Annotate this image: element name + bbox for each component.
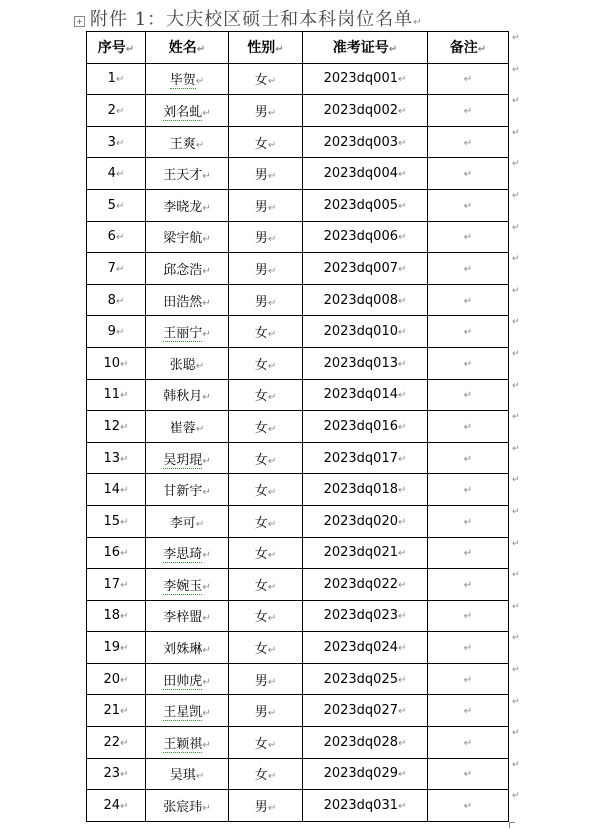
- table-move-handle-icon[interactable]: +: [74, 16, 85, 27]
- cell-name: 王颖祺↵: [146, 727, 229, 759]
- cell-exam-no: 2023dq023↵: [303, 600, 428, 632]
- cell-no: 9↵: [87, 316, 146, 348]
- table-row: [87, 474, 509, 506]
- cell-exam-no: 2023dq003↵: [303, 126, 428, 158]
- cell-sex: 女↵: [229, 569, 303, 601]
- cell-name: 李思琦↵: [146, 537, 229, 569]
- cell-no: 10↵: [87, 347, 146, 379]
- cell-name: 王爽↵: [146, 126, 229, 158]
- cell-remark: ↵: [428, 158, 509, 190]
- cell-remark: ↵: [428, 63, 509, 95]
- row-end-mark-icon: ↵: [512, 285, 520, 296]
- cell-remark: ↵: [428, 790, 509, 822]
- cell-sex: 女↵: [229, 727, 303, 759]
- roster-table: [86, 31, 509, 822]
- row-end-mark-icon: ↵: [512, 759, 520, 770]
- row-end-mark-icon: ↵: [512, 633, 520, 644]
- cell-no: 20↵: [87, 663, 146, 695]
- cell-no: 19↵: [87, 632, 146, 664]
- cell-remark: ↵: [428, 632, 509, 664]
- cell-name: 邱念浩↵: [146, 253, 229, 285]
- table-row: [87, 379, 509, 411]
- table-row: [87, 316, 509, 348]
- row-end-mark-icon: ↵: [512, 349, 520, 359]
- cell-exam-no: 2023dq010↵: [303, 316, 428, 348]
- cell-name: 王丽宁↵: [146, 316, 229, 348]
- cell-name: 李梓盟↵: [146, 600, 229, 632]
- cell-no: 12↵: [87, 411, 146, 443]
- row-end-mark-icon: ↵: [512, 665, 520, 675]
- cell-remark: ↵: [428, 126, 509, 158]
- table-header-row: [87, 32, 509, 64]
- cell-exam-no: 2023dq025↵: [303, 663, 428, 695]
- cell-no: 3↵: [87, 126, 146, 158]
- cell-remark: ↵: [428, 253, 509, 285]
- cell-no: 22↵: [87, 727, 146, 759]
- cell-no: 14↵: [87, 474, 146, 506]
- cell-remark: ↵: [428, 663, 509, 695]
- row-end-mark-icon: ↵: [512, 380, 520, 391]
- cell-exam-no: 2023dq022↵: [303, 569, 428, 601]
- cell-no: 7↵: [87, 253, 146, 285]
- cell-no: 4↵: [87, 158, 146, 190]
- cell-sex: 男↵: [229, 663, 303, 695]
- cell-sex: 女↵: [229, 126, 303, 158]
- table-row: [87, 663, 509, 695]
- cell-name: 李晓龙↵: [146, 189, 229, 221]
- cell-remark: ↵: [428, 284, 509, 316]
- paragraph-mark-icon: ↵: [413, 17, 423, 28]
- cell-no: 15↵: [87, 505, 146, 537]
- cell-name: 吴琪↵: [146, 758, 229, 790]
- row-end-mark-icon: ↵: [512, 317, 520, 328]
- cell-name: 李可↵: [146, 505, 229, 537]
- cell-exam-no: 2023dq005↵: [303, 189, 428, 221]
- cell-exam-no: 2023dq006↵: [303, 221, 428, 253]
- row-end-mark-icon: ↵: [512, 96, 520, 107]
- cell-sex: 女↵: [229, 600, 303, 632]
- cell-sex: 女↵: [229, 758, 303, 790]
- cell-name: 刘名虬↵: [146, 95, 229, 127]
- cell-remark: ↵: [428, 505, 509, 537]
- cell-no: 6↵: [87, 221, 146, 253]
- header-cell-remark: 备注↵: [428, 32, 509, 64]
- table-row: [87, 411, 509, 443]
- table-row: [87, 284, 509, 316]
- cell-remark: ↵: [428, 600, 509, 632]
- cell-remark: ↵: [428, 95, 509, 127]
- cell-sex: 女↵: [229, 632, 303, 664]
- cell-name: 韩秋月↵: [146, 379, 229, 411]
- cell-sex: 男↵: [229, 253, 303, 285]
- cell-exam-no: 2023dq031↵: [303, 790, 428, 822]
- row-end-mark-icon: ↵: [512, 127, 520, 138]
- cell-remark: ↵: [428, 411, 509, 443]
- table-row: [87, 537, 509, 569]
- row-end-mark-icon: ↵: [512, 64, 520, 75]
- cell-remark: ↵: [428, 727, 509, 759]
- table-row: [87, 442, 509, 474]
- row-end-mark-icon: ↵: [512, 222, 520, 233]
- row-end-mark-icon: ↵: [512, 601, 520, 612]
- cell-exam-no: 2023dq024↵: [303, 632, 428, 664]
- cell-name: 王星凯↵: [146, 695, 229, 727]
- row-end-mark-icon: ↵: [512, 538, 520, 549]
- cell-exam-no: 2023dq016↵: [303, 411, 428, 443]
- cell-sex: 男↵: [229, 695, 303, 727]
- cell-no: 1↵: [87, 63, 146, 95]
- cell-name: 王天才↵: [146, 158, 229, 190]
- cell-sex: 男↵: [229, 790, 303, 822]
- cell-name: 田帅虎↵: [146, 663, 229, 695]
- table-row: [87, 790, 509, 822]
- cell-no: 16↵: [87, 537, 146, 569]
- cell-name: 李婉玉↵: [146, 569, 229, 601]
- header-cell-exam-no: 准考证号↵: [303, 32, 428, 64]
- table-row: [87, 158, 509, 190]
- table-row: [87, 63, 509, 95]
- cell-sex: 女↵: [229, 474, 303, 506]
- row-end-mark-icon: ↵: [512, 191, 520, 201]
- cell-remark: ↵: [428, 695, 509, 727]
- cell-no: 2↵: [87, 95, 146, 127]
- cell-name: 张宸玮↵: [146, 790, 229, 822]
- row-end-mark-icon: ↵: [512, 254, 520, 265]
- cell-no: 13↵: [87, 442, 146, 474]
- cell-sex: 男↵: [229, 158, 303, 190]
- cell-exam-no: 2023dq028↵: [303, 727, 428, 759]
- table-body: [87, 63, 509, 821]
- cell-no: 21↵: [87, 695, 146, 727]
- table-end-marker-icon: [509, 822, 515, 828]
- cell-remark: ↵: [428, 537, 509, 569]
- cell-exam-no: 2023dq004↵: [303, 158, 428, 190]
- document-title: 附件 1：大庆校区硕士和本科岗位名单↵: [90, 9, 423, 30]
- cell-name: 刘姝琳↵: [146, 632, 229, 664]
- cell-remark: ↵: [428, 347, 509, 379]
- cell-sex: 男↵: [229, 95, 303, 127]
- cell-exam-no: 2023dq001↵: [303, 63, 428, 95]
- header-cell-sex: 性别↵: [229, 32, 303, 64]
- cell-exam-no: 2023dq002↵: [303, 95, 428, 127]
- row-end-mark-icon: ↵: [512, 412, 520, 423]
- cell-sex: 女↵: [229, 347, 303, 379]
- cell-no: 23↵: [87, 758, 146, 790]
- row-end-mark-icon: ↵: [512, 443, 520, 454]
- table-row: [87, 695, 509, 727]
- cell-exam-no: 2023dq020↵: [303, 505, 428, 537]
- cell-remark: ↵: [428, 316, 509, 348]
- cell-sex: 男↵: [229, 221, 303, 253]
- cell-sex: 女↵: [229, 316, 303, 348]
- table-row: [87, 347, 509, 379]
- cell-exam-no: 2023dq021↵: [303, 537, 428, 569]
- row-end-mark-icon: ↵: [512, 791, 520, 802]
- cell-name: 吴玥琨↵: [146, 442, 229, 474]
- row-end-mark-icon: ↵: [512, 33, 520, 43]
- header-cell-no: 序号↵: [87, 32, 146, 64]
- cell-remark: ↵: [428, 379, 509, 411]
- table-row: [87, 95, 509, 127]
- cell-no: 24↵: [87, 790, 146, 822]
- cell-exam-no: 2023dq013↵: [303, 347, 428, 379]
- cell-no: 8↵: [87, 284, 146, 316]
- table-row: [87, 505, 509, 537]
- cell-remark: ↵: [428, 474, 509, 506]
- cell-name: 崔蓉↵: [146, 411, 229, 443]
- table-row: [87, 221, 509, 253]
- cell-exam-no: 2023dq017↵: [303, 442, 428, 474]
- table-row: [87, 600, 509, 632]
- row-end-mark-icon: ↵: [512, 159, 520, 170]
- cell-name: 甘新宇↵: [146, 474, 229, 506]
- cell-exam-no: 2023dq007↵: [303, 253, 428, 285]
- table-row: [87, 758, 509, 790]
- cell-sex: 男↵: [229, 189, 303, 221]
- cell-name: 梁宇航↵: [146, 221, 229, 253]
- cell-sex: 女↵: [229, 537, 303, 569]
- cell-exam-no: 2023dq018↵: [303, 474, 428, 506]
- cell-sex: 女↵: [229, 442, 303, 474]
- cell-sex: 男↵: [229, 284, 303, 316]
- cell-no: 17↵: [87, 569, 146, 601]
- row-end-mark-icon: ↵: [512, 728, 520, 739]
- cell-remark: ↵: [428, 221, 509, 253]
- cell-remark: ↵: [428, 569, 509, 601]
- row-end-mark-icon: ↵: [512, 507, 520, 517]
- table-row: [87, 189, 509, 221]
- cell-name: 毕贺↵: [146, 63, 229, 95]
- cell-no: 18↵: [87, 600, 146, 632]
- cell-no: 11↵: [87, 379, 146, 411]
- cell-sex: 女↵: [229, 379, 303, 411]
- cell-sex: 女↵: [229, 63, 303, 95]
- cell-name: 张聪↵: [146, 347, 229, 379]
- cell-no: 5↵: [87, 189, 146, 221]
- cell-exam-no: 2023dq027↵: [303, 695, 428, 727]
- row-end-mark-icon: ↵: [512, 475, 520, 486]
- cell-remark: ↵: [428, 758, 509, 790]
- row-end-mark-icon: ↵: [512, 696, 520, 707]
- row-end-mark-icon: ↵: [512, 570, 520, 581]
- cell-remark: ↵: [428, 189, 509, 221]
- cell-sex: 女↵: [229, 505, 303, 537]
- table-row: [87, 727, 509, 759]
- header-cell-name: 姓名↵: [146, 32, 229, 64]
- cell-exam-no: 2023dq029↵: [303, 758, 428, 790]
- cell-exam-no: 2023dq008↵: [303, 284, 428, 316]
- cell-sex: 女↵: [229, 411, 303, 443]
- table-row: [87, 253, 509, 285]
- table-row: [87, 126, 509, 158]
- table-row: [87, 569, 509, 601]
- cell-remark: ↵: [428, 442, 509, 474]
- cell-name: 田浩然↵: [146, 284, 229, 316]
- cell-exam-no: 2023dq014↵: [303, 379, 428, 411]
- table-row: [87, 632, 509, 664]
